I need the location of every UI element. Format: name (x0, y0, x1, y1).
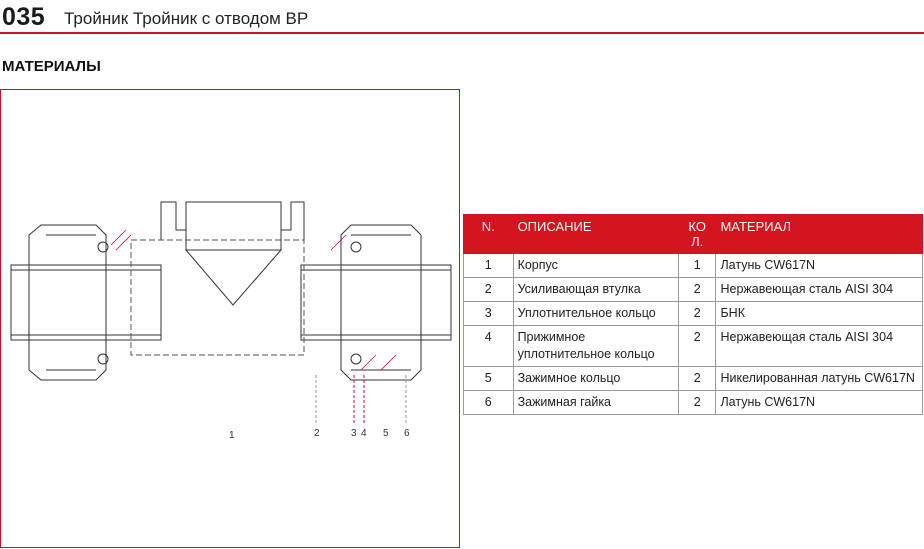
left-pipe (11, 265, 161, 340)
cell-n: 3 (464, 302, 514, 326)
cell-qty: 2 (678, 367, 716, 391)
header-divider (0, 32, 924, 34)
callout-5: 5 (383, 428, 389, 439)
page-title: Тройник Тройник с отводом ВР (64, 9, 309, 28)
cell-material: Никелированная латунь CW617N (716, 367, 923, 391)
body-cavity (186, 250, 281, 305)
callout-2: 2 (314, 428, 320, 439)
branch-outlet (161, 202, 304, 240)
tee-cross-section-drawing (1, 90, 461, 549)
callout-4: 4 (361, 428, 367, 439)
cell-description: Корпус (513, 254, 678, 278)
cell-description: Зажимное кольцо (513, 367, 678, 391)
right-pipe (301, 265, 451, 340)
cell-material: Латунь CW617N (716, 391, 923, 415)
callout-3: 3 (351, 428, 357, 439)
cell-description: Зажимная гайка (513, 391, 678, 415)
section-title: МАТЕРИАЛЫ (2, 58, 101, 75)
callout-6: 6 (404, 428, 410, 439)
page-header (0, 0, 924, 34)
callout-1: 1 (229, 430, 235, 441)
header-qty: КО Л. (678, 215, 716, 254)
cell-n: 5 (464, 367, 514, 391)
right-clamping-nut (341, 225, 421, 380)
right-o-ring-bottom (351, 354, 361, 364)
cell-n: 4 (464, 326, 514, 367)
product-code: 035 (2, 3, 46, 31)
materials-table (463, 214, 923, 415)
cell-material: Нержавеющая сталь AISI 304 (716, 278, 923, 302)
header-material: МАТЕРИАЛ (716, 215, 923, 254)
cell-qty: 1 (678, 254, 716, 278)
table-row (464, 326, 923, 367)
table-row (464, 254, 923, 278)
table-row (464, 278, 923, 302)
cell-qty: 2 (678, 391, 716, 415)
cell-description: Уплотнительное кольцо (513, 302, 678, 326)
cell-qty: 2 (678, 302, 716, 326)
table-row (464, 367, 923, 391)
cell-qty: 2 (678, 326, 716, 367)
header-n: N. (464, 215, 514, 254)
technical-drawing (0, 89, 460, 548)
header-description: ОПИСАНИЕ (513, 215, 678, 254)
cell-material: БНК (716, 302, 923, 326)
right-o-ring-top (351, 242, 361, 252)
cell-n: 1 (464, 254, 514, 278)
table-row (464, 391, 923, 415)
cell-description: Усиливающая втулка (513, 278, 678, 302)
table-row (464, 302, 923, 326)
cell-material: Латунь CW617N (716, 254, 923, 278)
table-header-row (464, 215, 923, 254)
left-clamping-nut (29, 225, 106, 380)
cell-material: Нержавеющая сталь AISI 304 (716, 326, 923, 367)
cell-n: 2 (464, 278, 514, 302)
cell-description: Прижимное уплотнительное кольцо (513, 326, 678, 367)
cell-qty: 2 (678, 278, 716, 302)
cell-n: 6 (464, 391, 514, 415)
